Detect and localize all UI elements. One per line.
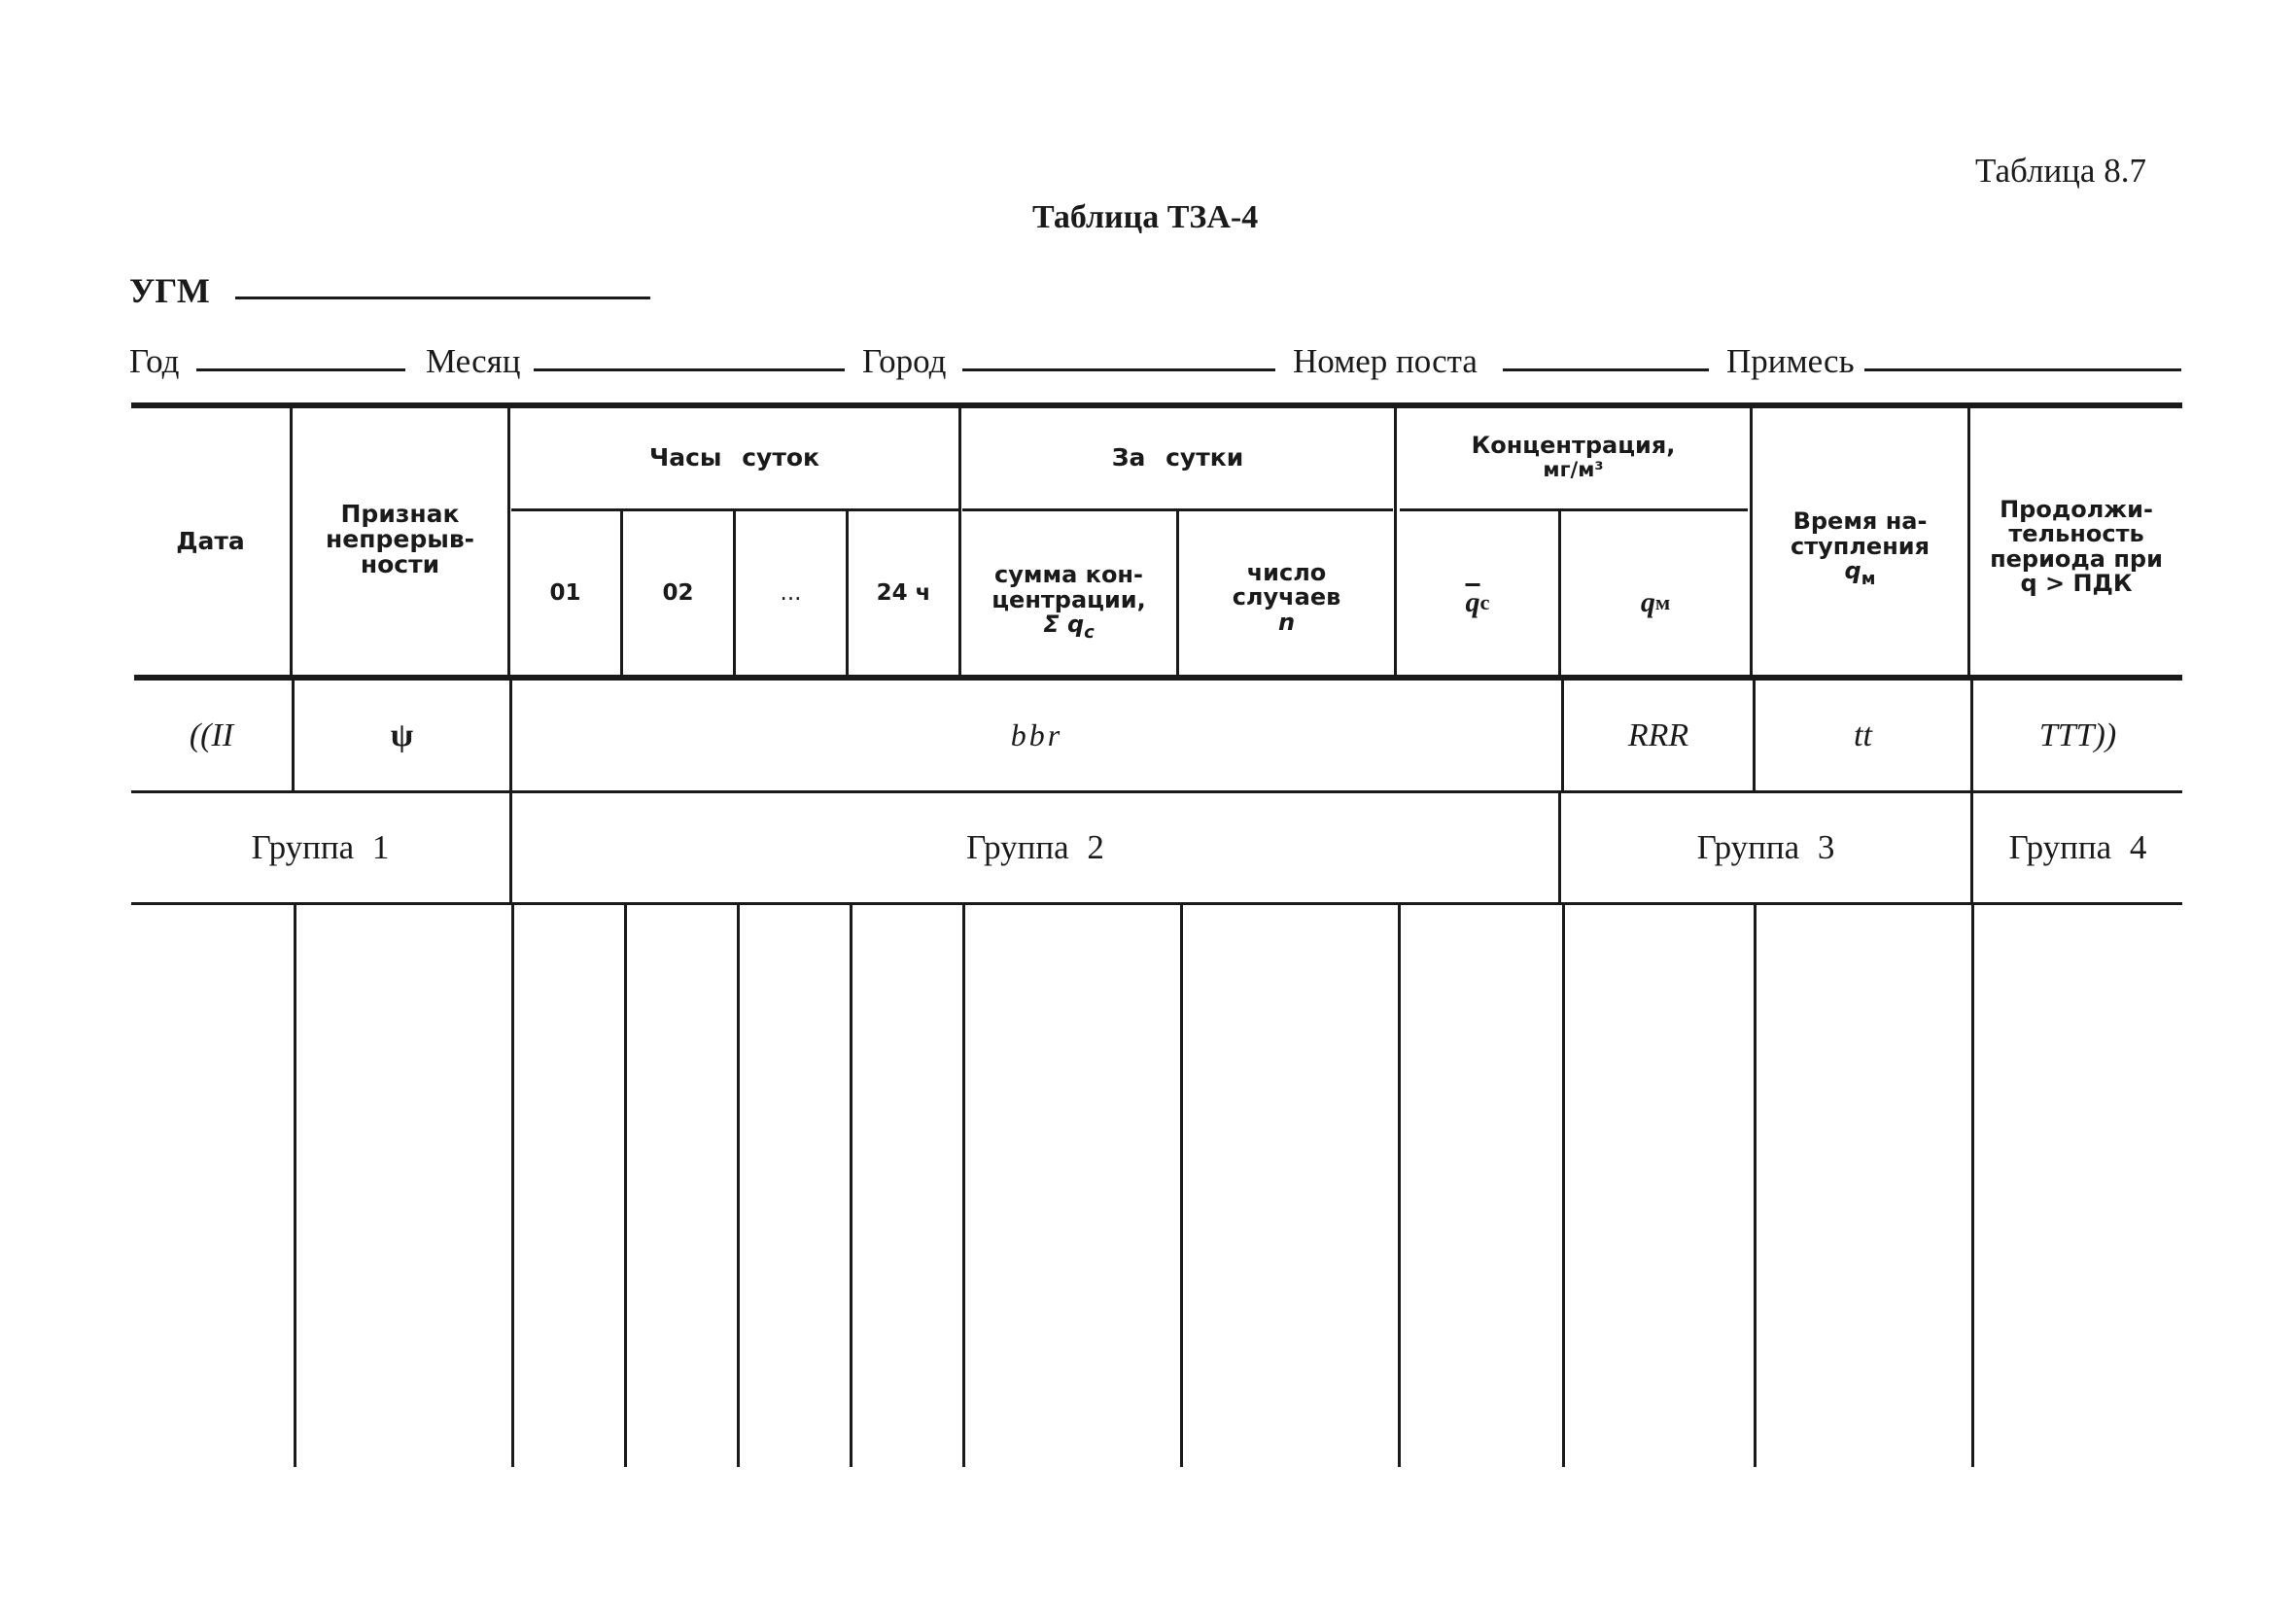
code-hours-perday: bbr bbox=[1010, 716, 1063, 752]
qc-header: $\overline{q}$ с bbox=[1465, 586, 1490, 619]
code-date: ((II bbox=[189, 716, 234, 753]
city-label: Город bbox=[862, 342, 947, 380]
post-number-fill-line bbox=[1503, 368, 1709, 371]
group-4: Группа 4 bbox=[2008, 827, 2147, 866]
code-continuity: ψ bbox=[390, 716, 414, 753]
month-label: Месяц bbox=[426, 342, 521, 380]
vline bbox=[737, 905, 740, 1467]
qm-header: q м bbox=[1640, 586, 1671, 619]
group-3: Группа 3 bbox=[1696, 827, 1835, 866]
city-fill-line bbox=[962, 368, 1275, 371]
code-onset: tt bbox=[1854, 716, 1872, 753]
code-concentration: RRR bbox=[1627, 716, 1689, 753]
vline bbox=[850, 905, 852, 1467]
conc-subrule bbox=[1400, 508, 1748, 511]
code-duration: TTT)) bbox=[2038, 716, 2117, 753]
group-1: Группа 1 bbox=[251, 827, 390, 866]
hour-01-header: 01 bbox=[549, 579, 581, 606]
hour-24-header: 24 ч bbox=[876, 579, 931, 606]
onset-time-header: Время на- ступления $q_м$ bbox=[1790, 507, 1931, 589]
group-2: Группа 2 bbox=[966, 827, 1104, 866]
vline bbox=[1180, 905, 1183, 1467]
sum-concentration-header: сумма кон- центрации, Σ $q_с$ bbox=[991, 561, 1146, 643]
vline bbox=[294, 905, 296, 1467]
month-fill-line bbox=[534, 368, 845, 371]
ugm-fill-line bbox=[235, 297, 650, 299]
case-count-header: число случаев n bbox=[1232, 559, 1341, 636]
impurity-label: Примесь bbox=[1726, 342, 1855, 380]
vline bbox=[511, 905, 514, 1467]
hour-02-header: 02 bbox=[662, 579, 694, 606]
vline bbox=[1562, 905, 1565, 1467]
duration-header: Продолжи- тельность периода при q > ПДК bbox=[1990, 496, 2163, 597]
vline bbox=[624, 905, 627, 1467]
year-label: Год bbox=[129, 342, 180, 380]
col-continuity-header: Признак непрерыв- ности bbox=[325, 499, 475, 579]
vline bbox=[1971, 905, 1974, 1467]
year-fill-line bbox=[196, 368, 405, 371]
ugm-label: УГМ bbox=[129, 271, 210, 310]
table-number: Таблица 8.7 bbox=[1975, 152, 2146, 190]
vline bbox=[962, 905, 965, 1467]
perday-group-header: За сутки bbox=[1111, 443, 1244, 472]
impurity-fill-line bbox=[1864, 368, 2181, 371]
col-date-header: Дата bbox=[176, 526, 245, 555]
vline bbox=[1754, 905, 1757, 1467]
hours-group-header: Часы суток bbox=[649, 443, 819, 472]
table-title: Таблица ТЗА-4 bbox=[1032, 199, 1259, 235]
post-number-label: Номер поста bbox=[1293, 342, 1478, 380]
groups-row-bottom-rule bbox=[131, 902, 2182, 905]
vline bbox=[1398, 905, 1401, 1467]
hour-dots-header: ... bbox=[780, 579, 802, 606]
concentration-group-header: Концентрация, мг/м³ bbox=[1471, 432, 1676, 481]
